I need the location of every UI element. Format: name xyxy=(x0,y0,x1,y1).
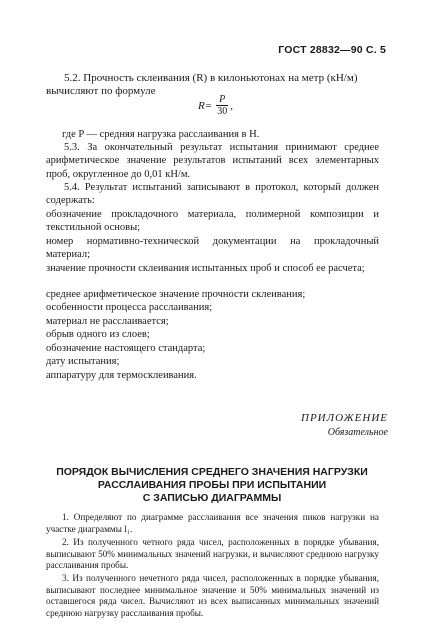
protocol-item: обозначение настоящего стандарта; xyxy=(46,343,206,354)
section-5-4-intro: 5.4. Результат испытаний записывают в протокол, который должен содержать: xyxy=(46,182,379,207)
formula-fraction xyxy=(216,94,228,118)
protocol-item: особенности процесса расслаивания; xyxy=(46,302,213,313)
section-5-2-line2: вычисляют по формуле xyxy=(46,85,156,97)
formula-tail: , xyxy=(230,100,234,112)
protocol-item: значение прочности склеивания испытанных проб и способ ее расчета; xyxy=(46,263,365,274)
appendix-label: ПРИЛОЖЕНИЕ xyxy=(301,412,388,424)
page-header: ГОСТ 28832—90 С. 5 xyxy=(278,44,386,56)
protocol-item: материал не расслаивается; xyxy=(46,316,169,327)
protocol-item: обозначение прокладочного материала, полимерной композиции и текстильной основы; xyxy=(46,209,379,234)
appendix-title-line3: С ЗАПИСЬЮ ДИАГРАММЫ xyxy=(142,492,282,504)
formula-lhs: R= xyxy=(198,100,213,112)
formula-numerator: P xyxy=(216,94,228,106)
appendix-item-1: 1. Определяют по диаграмме расслаивания все значения пиков нагрузки на участке диаграммы l₁. xyxy=(46,512,379,534)
appendix-title-line1: ПОРЯДОК ВЫЧИСЛЕНИЯ СРЕДНЕГО ЗНАЧЕНИЯ НАГРУЗКИ xyxy=(56,466,368,478)
protocol-item: аппаратуру для термосклеивания. xyxy=(46,370,197,381)
formula-denominator: 30 xyxy=(217,106,228,117)
appendix-status: Обязательное xyxy=(327,427,388,438)
section-5-2-line1: 5.2. Прочность склеивания (R) в килоньютонах на метр (кН/м) xyxy=(64,72,358,84)
appendix-item-3: 3. Из полученного нечетного ряда чисел, расположенных в порядке убывания, выписывают последнее минимальное значение и 50% минимальных значений из оставшегося ряда чисел. Вычисляют из всех выписанных минимальных значений среднюю нагрузку расслаивания пробы. xyxy=(46,573,379,618)
appendix-item-2: 2. Из полученного четного ряда чисел, расположенных в порядке убывания, выписывают 50% минимальных значений нагрузки, и вычисляют среднюю нагрузку расслаивания пробы. xyxy=(46,537,379,571)
strength-formula xyxy=(198,94,233,118)
formula-explanation: где P — средняя нагрузка расслаивания в Н. xyxy=(62,129,260,140)
protocol-item: номер нормативно-технической документации на прокладочный материал; xyxy=(46,236,379,261)
protocol-item: дату испытания; xyxy=(46,356,120,367)
protocol-item: обрыв одного из слоев; xyxy=(46,329,150,340)
protocol-item: среднее арифметическое значение прочности склеивания; xyxy=(46,289,306,300)
section-5-3: 5.3. За окончательный результат испытания принимают среднее арифметическое значение результатов испытаний всех элементарных проб, округленное до 0,01 кН/м. xyxy=(46,142,379,180)
appendix-title-line2: РАССЛАИВАНИЯ ПРОБЫ ПРИ ИСПЫТАНИИ xyxy=(97,479,327,491)
